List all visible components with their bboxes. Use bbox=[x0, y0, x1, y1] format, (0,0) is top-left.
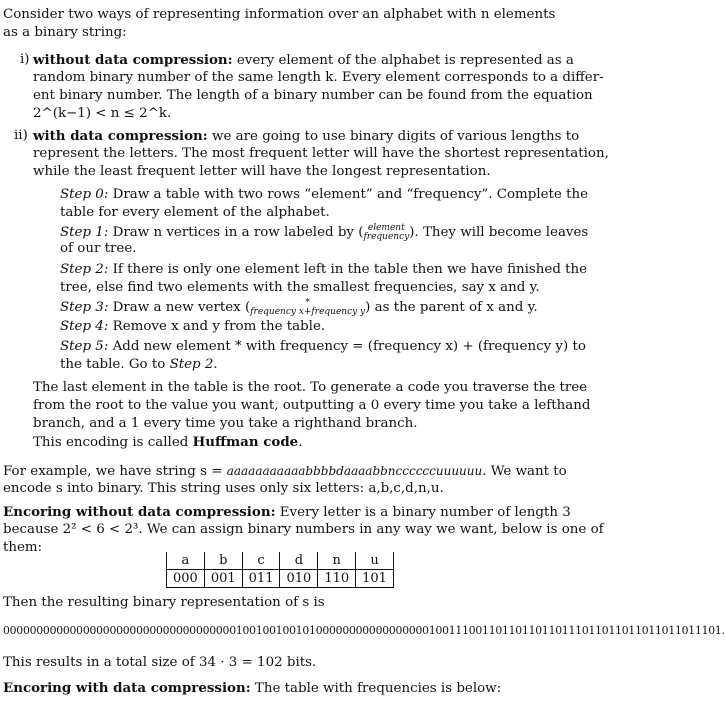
intro-paragraph bbox=[3, 6, 563, 42]
total-bits: This results in a total size of 34 · 3 = 102 bits. bbox=[3, 655, 317, 670]
step-3-text1a: Draw a new vertex ( bbox=[112, 300, 251, 315]
letter-cell: d bbox=[280, 552, 318, 570]
code-cell: 000 bbox=[167, 570, 205, 588]
code-cell: 101 bbox=[356, 570, 394, 588]
step-3-label: Step 3: bbox=[60, 300, 109, 315]
step-1-frac-bottom: frequency bbox=[363, 232, 410, 242]
encoding-yes-heading: Encoring with data compression: bbox=[3, 680, 251, 696]
step-4-label: Step 4: bbox=[60, 319, 109, 334]
encoding-no-line1 bbox=[3, 503, 571, 522]
step-5-label: Step 5: bbox=[60, 339, 109, 354]
step-3-frac-top: * bbox=[305, 298, 310, 308]
binary-string: 000000000000000000000000000000000001001001001010000000000000000010011100110110110110111011011011011011011101. bbox=[3, 624, 725, 637]
item-ii-text1: we are going to use binary digits of various lengths to bbox=[212, 129, 580, 144]
item-i-line2: random binary number of the same length k. Every element corresponds to a differ- bbox=[33, 70, 604, 85]
step-5-line1 bbox=[60, 338, 586, 356]
root-line4 bbox=[33, 433, 302, 452]
item-ii-marker: ii) bbox=[14, 128, 28, 143]
code-cell: 010 bbox=[280, 570, 318, 588]
root-line1: The last element in the table is the root. To generate a code you traverse the tree bbox=[33, 380, 588, 395]
code-table-codes-row bbox=[167, 570, 394, 588]
step-0-line1 bbox=[60, 186, 588, 204]
item-ii-line1 bbox=[33, 127, 579, 146]
huffman-code-term: Huffman code bbox=[192, 434, 299, 450]
step-1-text1b: ). They will become leaves bbox=[409, 225, 589, 240]
root-text4c: . bbox=[298, 435, 303, 450]
step-1-line1 bbox=[60, 224, 588, 242]
step-1-label: Step 1: bbox=[60, 225, 109, 240]
encoding-no-text1: Every letter is a binary number of length 3 bbox=[279, 505, 571, 520]
example-text1a: For example, we have string s = bbox=[3, 464, 227, 479]
step-2-line1 bbox=[60, 261, 587, 279]
step-2-text1: If there is only one element left in the table then we have finished the bbox=[112, 262, 588, 277]
step-3-text1b: ) as the parent of x and y. bbox=[365, 300, 538, 315]
item-i-line3: ent binary number. The length of a binary number can be found from the equation bbox=[33, 88, 593, 103]
item-i-line1 bbox=[33, 51, 574, 70]
code-cell: 001 bbox=[204, 570, 242, 588]
example-line1 bbox=[3, 462, 567, 481]
step-5-text2c: . bbox=[213, 357, 218, 372]
step-1-fraction bbox=[363, 224, 409, 242]
step-0-text1: Draw a table with two rows “element” and “frequency”. Complete the bbox=[112, 187, 589, 202]
letter-cell: b bbox=[204, 552, 242, 570]
step-3-fraction bbox=[250, 299, 365, 317]
step-5-line2 bbox=[60, 356, 218, 374]
item-ii-line2: represent the letters. The most frequent letter will have the shortest representation, bbox=[33, 146, 609, 161]
encoding-no-heading: Encoring without data compression: bbox=[3, 504, 276, 520]
result-intro: Then the resulting binary representation of s is bbox=[3, 595, 325, 610]
step-1-text1a: Draw n vertices in a row labeled by ( bbox=[112, 225, 364, 240]
example-line2: encode s into binary. This string uses only six letters: a,b,c,d,n,u. bbox=[3, 481, 444, 496]
step-1-frac-top: element bbox=[367, 223, 405, 233]
intro-text: Consider two ways of representing information over an alphabet with n elements as a binary string: bbox=[3, 7, 556, 40]
encoding-yes-text: The table with frequencies is below: bbox=[254, 681, 502, 696]
step-2-line2: tree, else find two elements with the smallest frequencies, say x and y. bbox=[60, 280, 540, 295]
example-text1b: . We want to bbox=[482, 464, 567, 479]
code-table bbox=[166, 552, 394, 588]
step-0-line2: table for every element of the alphabet. bbox=[60, 205, 330, 220]
step-3-line1 bbox=[60, 299, 538, 317]
letter-cell: c bbox=[242, 552, 280, 570]
encoding-no-line3: them: bbox=[3, 540, 43, 555]
step-5-text1: Add new element * with frequency = (frequency x) + (frequency y) to bbox=[112, 339, 586, 354]
root-text4a: This encoding is called bbox=[33, 435, 193, 450]
code-cell: 110 bbox=[318, 570, 356, 588]
code-cell: 011 bbox=[242, 570, 280, 588]
example-string: aaaaaaaaaaabbbbdaaaabbnccccccuuuuuu bbox=[226, 464, 483, 478]
item-ii-heading: with data compression: bbox=[33, 128, 208, 144]
step-3-frac-bottom: frequency x+frequency y bbox=[250, 307, 366, 317]
encoding-yes-line bbox=[3, 679, 501, 698]
root-line2: from the root to the value you want, outputting a 0 every time you take a lefthand bbox=[33, 398, 591, 413]
code-table-letters-row bbox=[167, 552, 394, 570]
step-4-line1 bbox=[60, 318, 325, 336]
letter-cell: n bbox=[318, 552, 356, 570]
step-0-label: Step 0: bbox=[60, 187, 109, 202]
root-line3: branch, and a 1 every time you take a righthand branch. bbox=[33, 416, 418, 431]
letter-cell: a bbox=[167, 552, 205, 570]
letter-cell: u bbox=[356, 552, 394, 570]
item-i-marker: i) bbox=[20, 52, 30, 67]
item-i-text1: every element of the alphabet is represented as a bbox=[236, 53, 574, 68]
step-1-line2: of our tree. bbox=[60, 241, 137, 256]
step-2-label: Step 2: bbox=[60, 262, 109, 277]
item-i-line4: 2^(k−1) < n ≤ 2^k. bbox=[33, 106, 172, 121]
step-5-step2-ref: Step 2 bbox=[169, 357, 214, 372]
step-4-text1: Remove x and y from the table. bbox=[112, 319, 326, 334]
item-i-heading: without data compression: bbox=[33, 52, 233, 68]
step-5-text2a: the table. Go to bbox=[60, 357, 170, 372]
encoding-no-line2: because 2² < 6 < 2³. We can assign binary numbers in any way we want, below is one of bbox=[3, 522, 604, 537]
item-ii-line3: while the least frequent letter will have the longest representation. bbox=[33, 164, 491, 179]
